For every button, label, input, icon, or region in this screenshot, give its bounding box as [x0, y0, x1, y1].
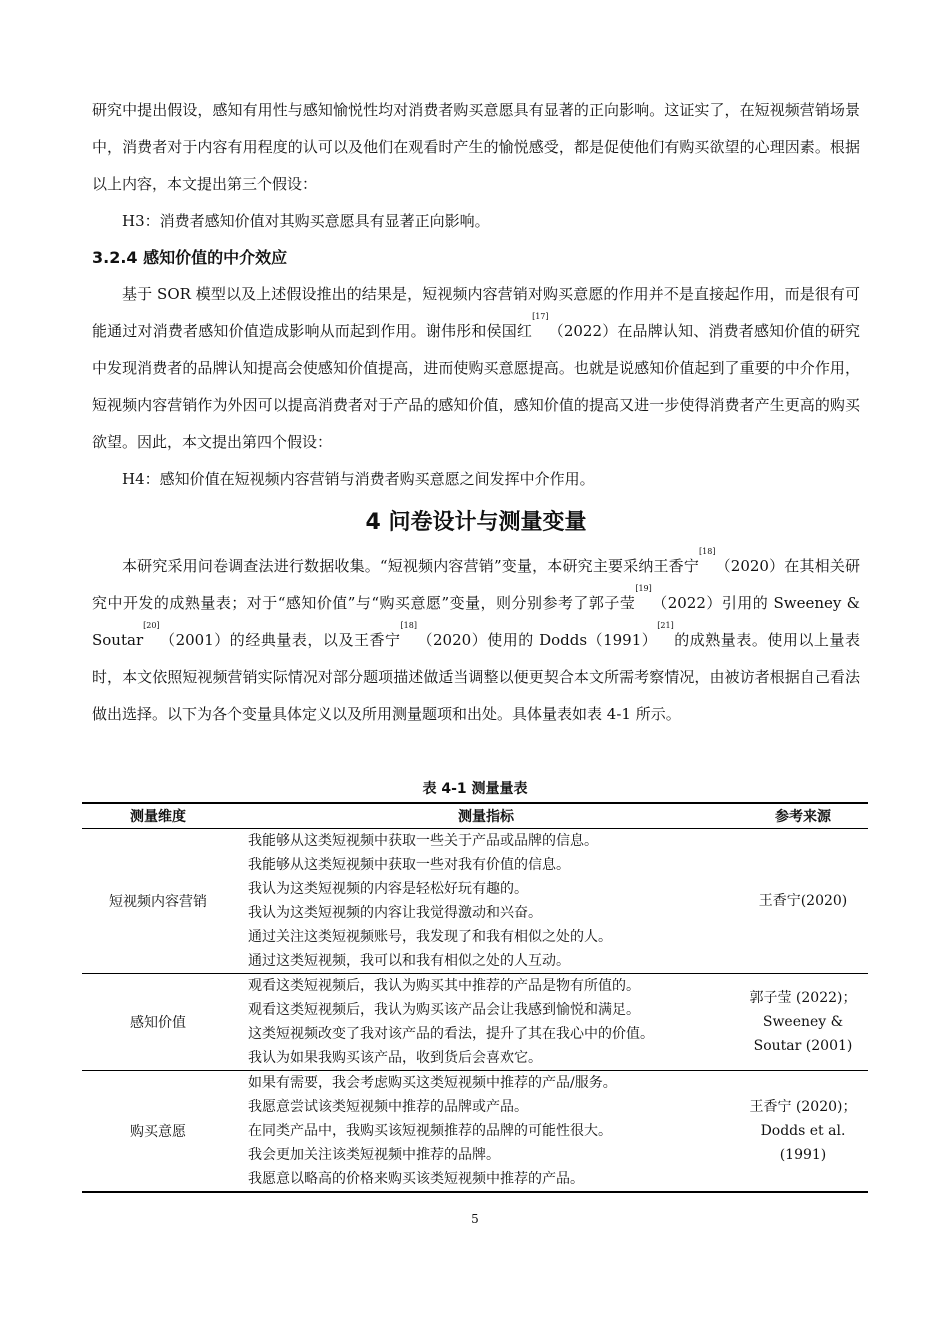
source-line: Dodds et al.: [760, 1123, 846, 1139]
table-caption: 表 4-1 测量量表: [422, 781, 528, 797]
indicator-cell: [234, 829, 738, 974]
paragraph-continued: 研究中提出假设，感知有用性与感知愉悦性均对消费者购买意愿具有显著的正向影响。这证实了，在短视频营销场景中，消费者对于内容有用程度的认可以及他们在观看时产生的愉悦感受，都是促使他们有购买欲望的心理因素。根据以上内容，本文提出第三个假设：: [92, 101, 860, 193]
indicator-item: 观看这类短视频后，我认为购买该产品会让我感到愉悦和满足。: [248, 1002, 640, 1018]
paragraph-text: （2020）使用的 Dodds（1991）: [416, 631, 658, 649]
source-line: Sweeney &: [762, 1014, 844, 1030]
citation-18[interactable]: [18]: [699, 547, 716, 556]
indicator-cell: [234, 1071, 738, 1193]
source-cell: [738, 974, 868, 1071]
measurement-table: [82, 802, 868, 1193]
section-heading-3-2-4: 3.2.4 感知价值的中介效应: [92, 248, 288, 267]
indicator-item: 我能够从这类短视频中获取一些关于产品或品牌的信息。: [248, 833, 598, 849]
table-row: [82, 974, 868, 1071]
source-line: 郭子莹 (2022)；: [749, 990, 857, 1006]
source-line: (1991): [779, 1147, 827, 1163]
paragraph-text: 本研究采用问卷调查法进行数据收集。“短视频内容营销”变量，本研究主要采纳王香宁: [122, 557, 700, 575]
paragraph-mediation: [92, 276, 860, 461]
header-indicator: 测量指标: [234, 803, 738, 829]
page-number: 5: [471, 1212, 479, 1226]
indicator-item: 我认为这类短视频的内容让我觉得激动和兴奋。: [248, 905, 542, 921]
citation-17[interactable]: [17]: [532, 312, 549, 321]
source-line: Soutar (2001): [753, 1038, 853, 1054]
indicator-item: 我能够从这类短视频中获取一些对我有价值的信息。: [248, 857, 570, 873]
paragraph-text: （2022）在品牌认知、消费者感知价值的研究中发现消费者的品牌认知提高会使感知价值提高，进而使购买意愿提高。也就是说感知价值起到了重要的中介作用，短视频内容营销作为外因可以提高消费者对于产品的感知价值，感知价值的提高又进一步使得消费者产生更高的购买欲望。因此，本文提出第四个假设：: [92, 322, 860, 451]
table-row: [82, 1071, 868, 1193]
indicator-item: 如果有需要，我会考虑购买这类短视频中推荐的产品/服务。: [248, 1075, 617, 1091]
paragraph-text: （2022）引用的 Sweeney & Soutar: [92, 594, 860, 649]
indicator-item: 我愿意以略高的价格来购买该类短视频中推荐的产品。: [248, 1171, 584, 1187]
hypothesis-h3: H3：消费者感知价值对其购买意愿具有显著正向影响。: [122, 212, 490, 230]
source-line: 王香宁(2020): [758, 893, 848, 909]
indicator-item: 我会更加关注该类短视频中推荐的品牌。: [248, 1147, 500, 1163]
indicator-item: 在同类产品中，我购买该短视频推荐的品牌的可能性很大。: [248, 1123, 612, 1139]
indicator-item: 通过这类短视频，我可以和我有相似之处的人互动。: [248, 953, 570, 969]
citation-19[interactable]: [19]: [635, 584, 652, 593]
source-cell: [738, 1071, 868, 1193]
indicator-item: 通过关注这类短视频账号，我发现了和我有相似之处的人。: [248, 929, 612, 945]
paragraph-text: 的成熟量表。使用以上量表时，本文依照短视频营销实际情况对部分题项描述做适当调整以便更契合本文所需考察情况，由被访者根据自己看法做出选择。以下为各个变量具体定义以及所用测量题项和出处。具体量表如表 4-1 所示。: [92, 631, 860, 723]
paragraph-text: 基于 SOR 模型以及上述假设推出的结果是，短视频内容营销对购买意愿的作用并不是直接起作用，而是很有可能通过对消费者感知价值造成影响从而起到作用。谢伟彤和侯国红: [92, 285, 860, 340]
indicator-item: 这类短视频改变了我对该产品的看法，提升了其在我心中的价值。: [248, 1026, 654, 1042]
citation-18[interactable]: [18]: [400, 621, 417, 630]
indicator-item: 观看这类短视频后，我认为购买其中推荐的产品是物有所值的。: [248, 978, 640, 994]
paragraph-text: （2001）的经典量表，以及王香宁: [159, 631, 401, 649]
hypothesis-h4: H4：感知价值在短视频内容营销与消费者购买意愿之间发挥中介作用。: [122, 470, 595, 488]
citation-20[interactable]: [20]: [143, 621, 160, 630]
dimension-cell: 购买意愿: [130, 1124, 186, 1140]
header-source: 参考来源: [738, 803, 868, 829]
table-header-row: [82, 803, 868, 829]
indicator-item: 我认为这类短视频的内容是轻松好玩有趣的。: [248, 881, 528, 897]
chapter-title: 4 问卷设计与测量变量: [365, 510, 587, 535]
paragraph-text: （2020）在其相关研究中开发的成熟量表；对于“感知价值”与“购买意愿”变量，则分别参考了郭子莹: [92, 557, 860, 612]
table-row: [82, 829, 868, 974]
indicator-item: 我愿意尝试该类短视频中推荐的品牌或产品。: [248, 1099, 528, 1115]
header-dimension: 测量维度: [82, 803, 234, 829]
source-line: 王香宁 (2020)；: [749, 1099, 857, 1115]
indicator-item: 我认为如果我购买该产品，收到货后会喜欢它。: [248, 1050, 542, 1066]
dimension-cell: 短视频内容营销: [82, 829, 234, 974]
paragraph-questionnaire: [92, 548, 860, 733]
citation-21[interactable]: [21]: [657, 621, 674, 630]
dimension-cell: 感知价值: [82, 974, 234, 1071]
indicator-cell: [234, 974, 738, 1071]
source-cell: [738, 829, 868, 974]
page-body: [92, 92, 860, 733]
